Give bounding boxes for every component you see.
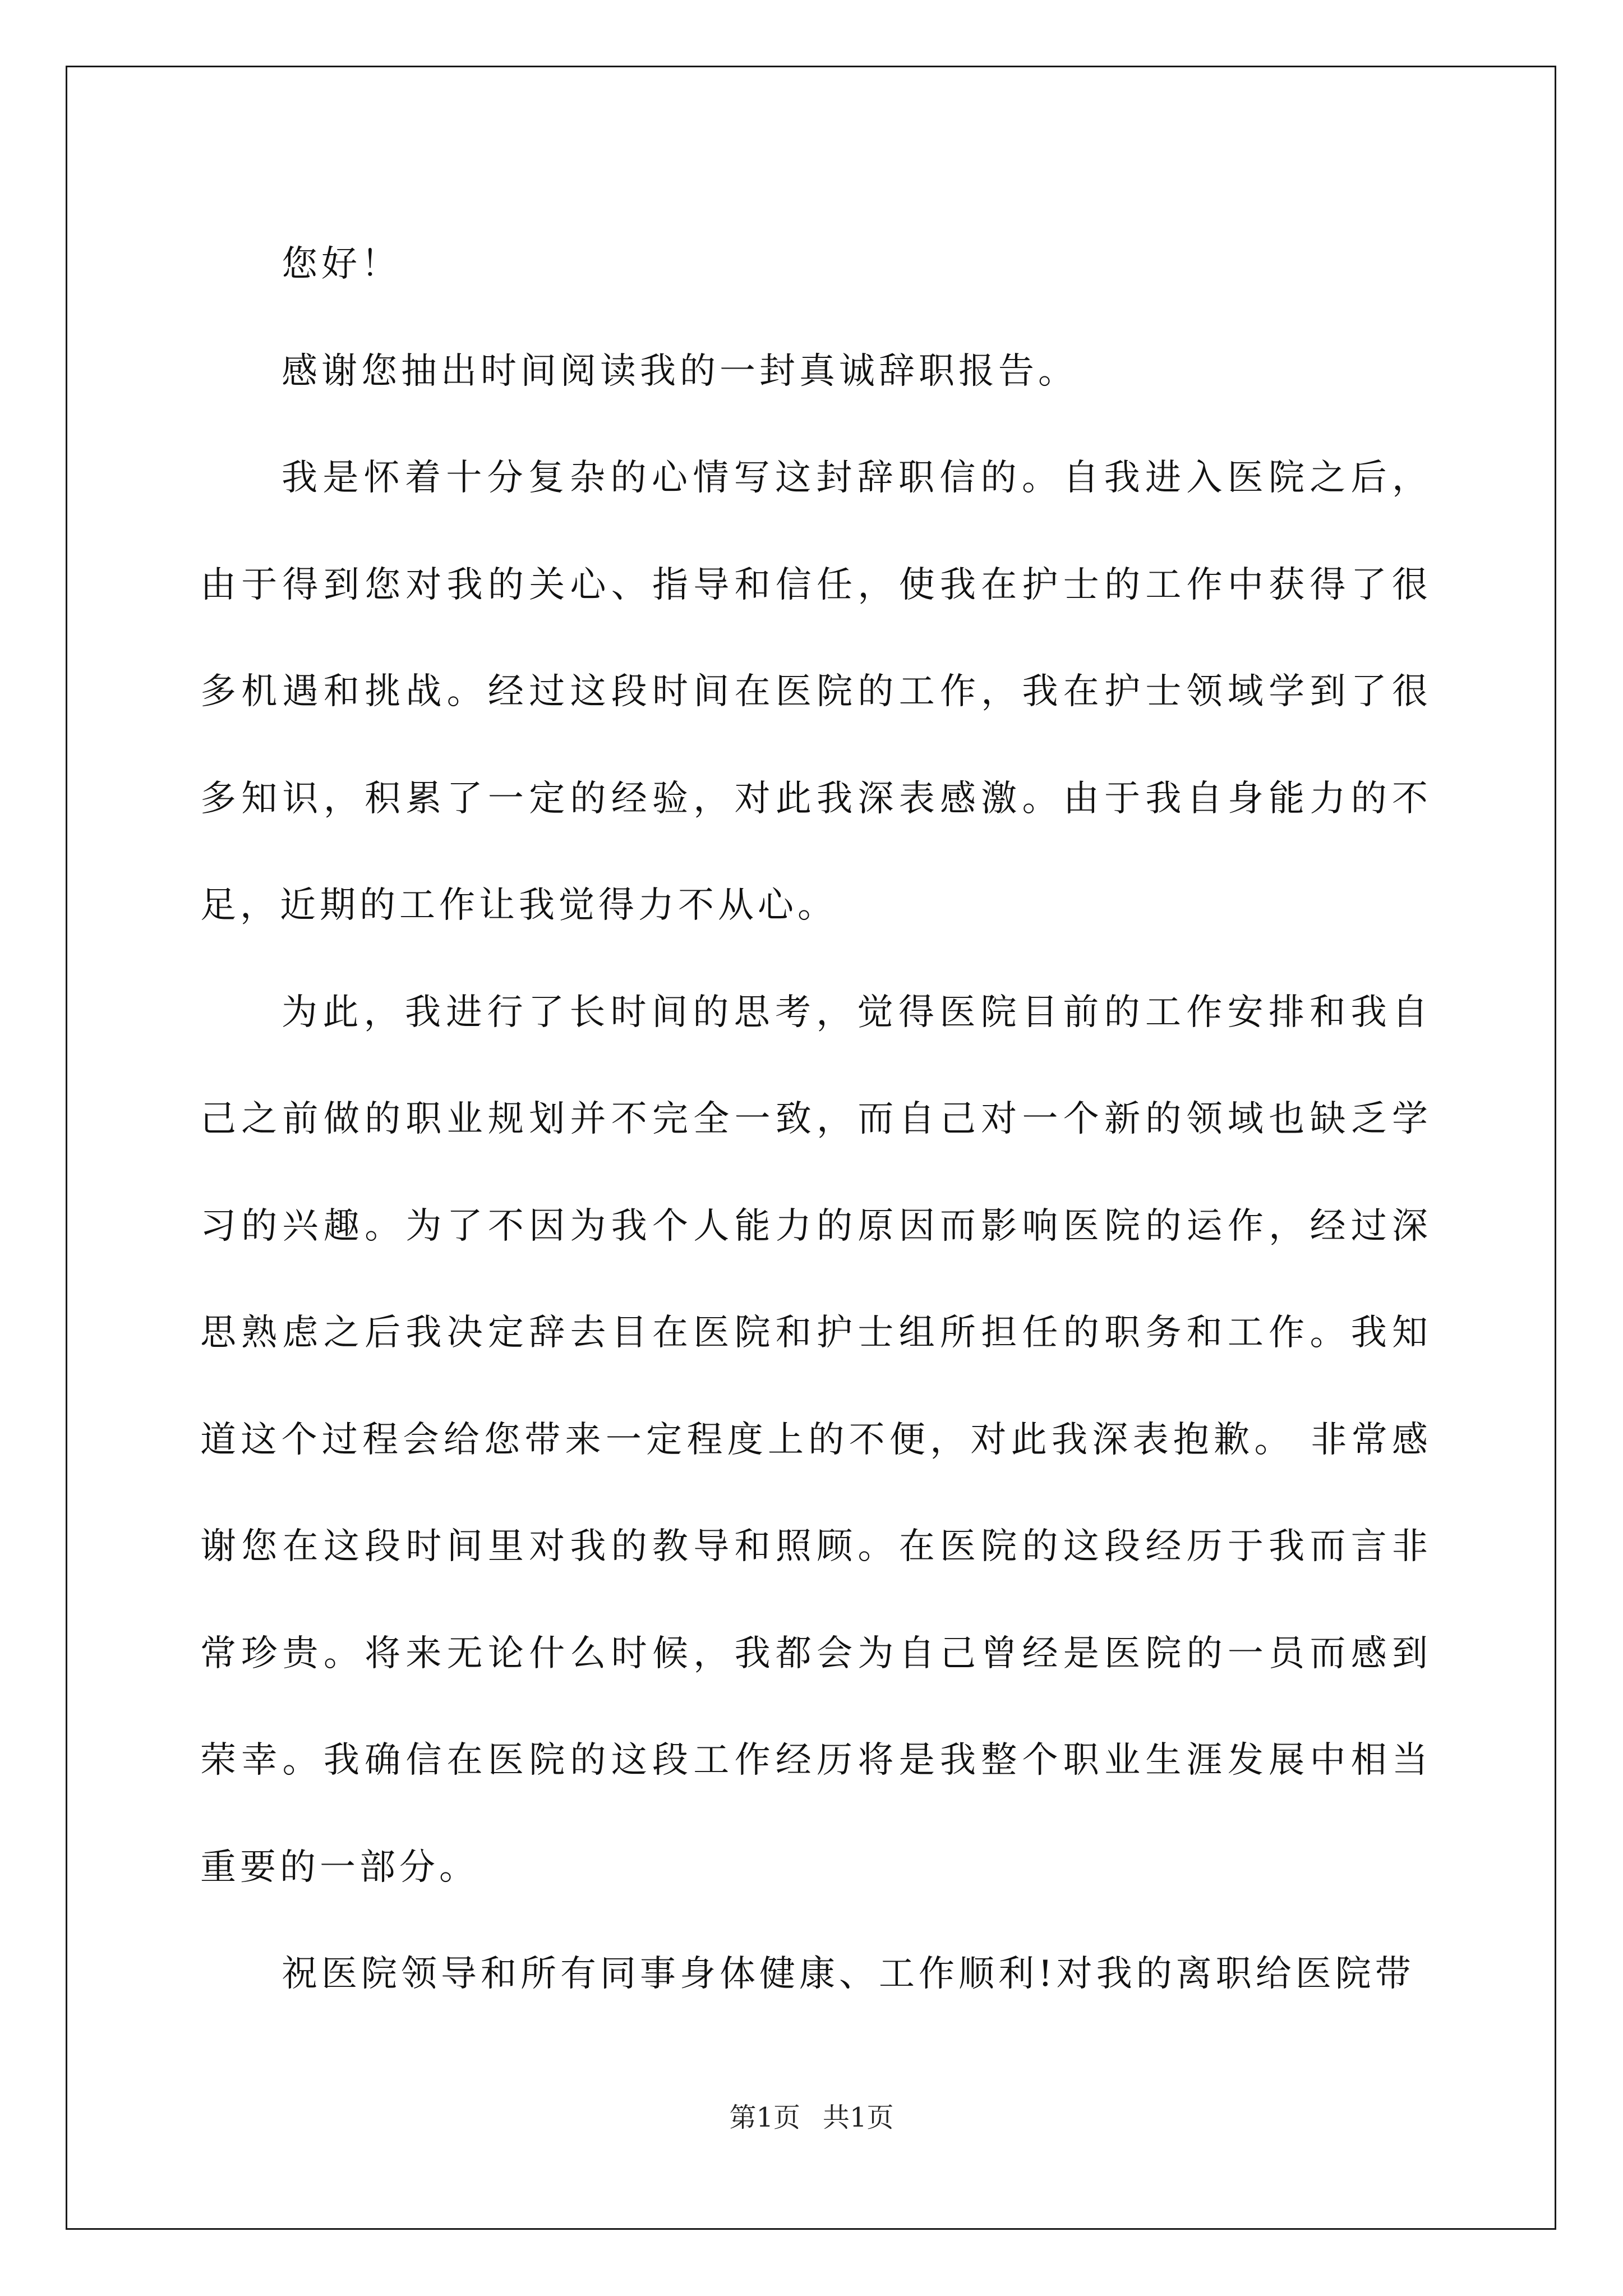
page-footer bbox=[0, 2101, 1623, 2134]
paragraph-reason: 我是怀着十分复杂的心情写这封辞职信的。自我进入医院之后，由于得到您对我的关心、指导和信任，使我在护士的工作中获得了很多机遇和挑战。经过这段时间在医院的工作，我在护士领域学到了很多知识，积累了一定的经验，对此我深表感激。由于我自身能力的不足，近期的工作让我觉得力不从心。 bbox=[200, 457, 1432, 926]
page-count: 共1页 bbox=[823, 2102, 894, 2133]
letter-body bbox=[200, 211, 1432, 2028]
page-number: 第1页 bbox=[729, 2102, 800, 2133]
paragraph-decision: 为此，我进行了长时间的思考，觉得医院目前的工作安排和我自己之前做的职业规划并不完全一致，而自己对一个新的领域也缺乏学习的兴趣。为了不因为我个人能力的原因而影响医院的运作，经过深思熟虑之后我决定辞去目在医院和护士组所担任的职务和工作。我知道这个过程会给您带来一定程度上的不便，对此我深表抱歉。 非常感谢您在这段时间里对我的教导和照顾。在医院的这段经历于我而言非常珍贵。将来无论什么时候，我都会为自己曾经是医院的一员而感到荣幸。我确信在医院的这段工作经历将是我整个职业生涯发展中相当重要的一部分。 bbox=[200, 991, 1432, 1888]
greeting: 您好！ bbox=[282, 243, 401, 285]
paragraph-closing: 祝医院领导和所有同事身体健康、工作顺利!对我的离职给医院带 bbox=[282, 1953, 1415, 1995]
paragraph-thanks: 感谢您抽出时间阅读我的一封真诚辞职报告。 bbox=[282, 350, 1078, 392]
